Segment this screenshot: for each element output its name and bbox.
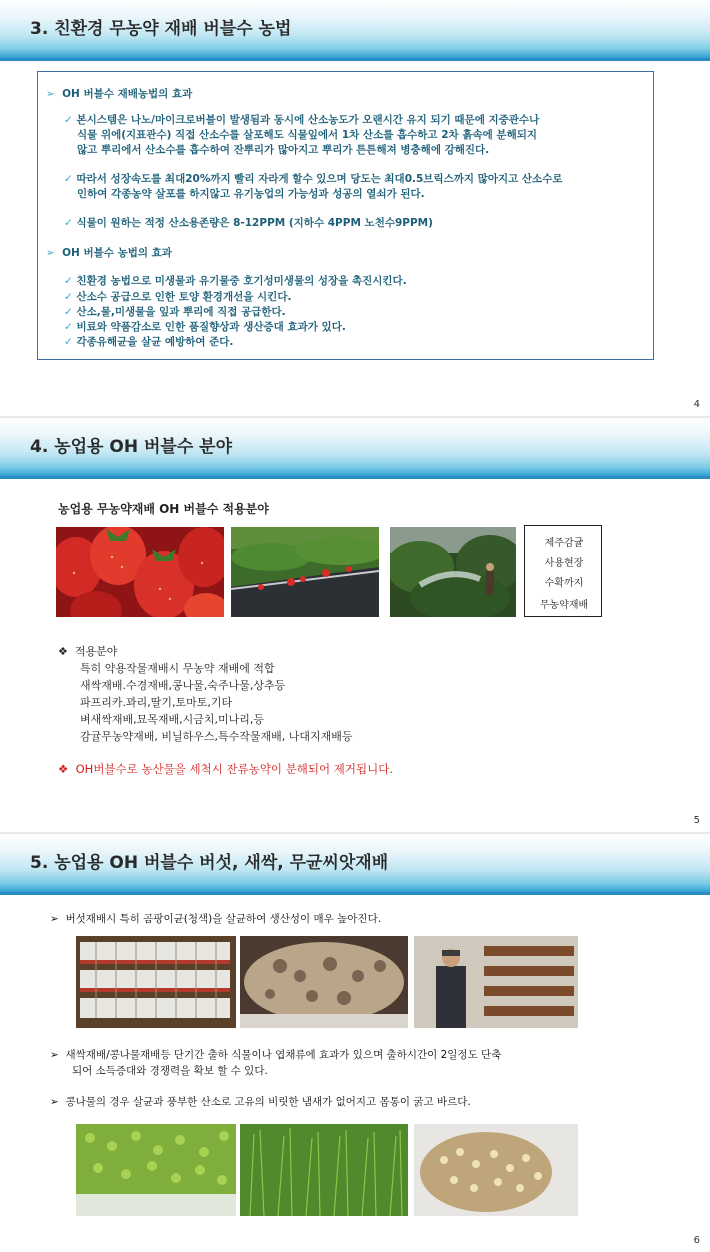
check-icon: ✓ [64,114,73,126]
heading-text: OH 버블수 재배농법의 효과 [62,88,193,100]
section-subtitle: 농업용 무농약재배 OH 버블수 적용분야 [58,502,269,516]
item-line: 식물이 원하는 적정 산소용존량은 8-12PPM (지하수 4PPM 노천수9PPM) [76,217,433,229]
check-icon: ✓ [64,217,73,229]
mushroom-bottles-photo [76,936,236,1028]
item-line: 식물 위에(지표관수) 직접 산소수를 살포해도 식물잎에서 1차 산소를 흡수하고 2차 흙속에 분해되지 [77,129,537,141]
check-item [64,172,562,187]
bullet-text: 버섯재배시 특히 곰팡이균(청색)을 살균하여 생산성이 매우 높아진다. [65,913,382,925]
effect-item [64,320,346,335]
header-underline [0,476,710,479]
label-line: 수확까지 [544,578,584,589]
diamond-bullet-icon: ❖ [58,762,69,776]
bullet-item [50,912,381,927]
effect-item [64,335,233,350]
check-icon: ✓ [64,275,73,287]
heading-text: OH 버블수 농법의 효과 [62,247,172,259]
check-item [64,113,539,128]
section-heading [46,246,172,261]
warning-note [58,761,393,778]
sprouts-photo [76,1124,236,1216]
check-icon: ✓ [64,321,73,333]
bullet-item [50,1048,501,1063]
wheatgrass-photo [240,1124,408,1216]
arrow-bullet-icon: ➢ [46,247,55,259]
effect-item [64,274,407,289]
bullet-text: 되어 소득증대와 경쟁력을 확보 할 수 있다. [72,1065,268,1077]
slide-5 [0,834,710,1252]
check-icon: ✓ [64,306,73,318]
bullet-text: 새싹재배/콩나물재배등 단기간 출하 식물이나 엽채류에 효과가 있으며 출하시간이 2일정도 단축 [65,1049,502,1061]
slide-title: 4. 농업용 OH 버블수 분야 [30,437,233,457]
effect-text: 산소,물,미생물을 잎과 뿌리에 직접 공급한다. [76,306,286,318]
apply-line: 벼새싹재배,묘목재배,시금치,미나리,등 [80,713,265,726]
slide-4 [0,418,710,832]
header-underline [0,892,710,895]
apply-line: 감귤무농약재배, 비닐하우스,특수작물재배, 나대지재배등 [80,730,353,743]
page-number: 6 [693,1235,700,1246]
apply-heading [58,643,117,660]
effect-text: 친환경 농법으로 미생물과 유기물중 호기성미생물의 성장을 촉진시킨다. [76,275,407,287]
apply-line: 파프리카.꽈리,딸기,토마토,기타 [80,696,233,709]
field-label-box [524,525,602,617]
apply-line: 특히 약용작물재배시 무농약 재배에 적합 [80,662,275,675]
apply-title: 적용분야 [74,645,118,658]
effect-text: 산소수 공급으로 인한 토양 환경개선을 시킨다. [76,291,292,303]
mushroom-cluster-photo [240,936,408,1028]
check-icon: ✓ [64,173,73,185]
label-line: 무농약재배 [539,600,589,611]
check-icon: ✓ [64,336,73,348]
effect-item [64,290,291,305]
page-number: 5 [693,815,700,826]
slide-3 [0,0,710,416]
strawberry-photo [56,527,224,617]
strawberry-field-photo [231,527,379,617]
item-line: 본시스템은 나노/마이크로버블이 발생됨과 동시에 산소농도가 오랜시간 유지 되기 때문에 지중관수나 [76,114,540,126]
arrow-bullet-icon: ➢ [46,88,55,100]
slide-title: 5. 농업용 OH 버블수 버섯, 새싹, 무균씨앗재배 [30,853,389,873]
effect-text: 비료와 약품감소로 인한 품질향상과 생산증대 효과가 있다. [76,321,346,333]
label-line: 제주감귤 [544,538,584,549]
note-text: OH버블수로 농산물을 세척시 잔류농약이 분해되어 제거됩니다. [75,762,393,776]
arrow-bullet-icon: ➢ [50,1049,59,1061]
diamond-bullet-icon: ❖ [58,645,68,658]
spraying-orchard-photo [390,527,516,617]
item-line: 따라서 성장속도를 최대20%까지 빨리 자라게 할수 있으며 당도는 최대0.5브릭스까지 많아지고 산소수로 [76,173,563,185]
check-item [64,216,433,231]
mushroom-farm-photo [414,936,578,1028]
arrow-bullet-icon: ➢ [50,1096,59,1108]
slide-title: 3. 친환경 무농약 재배 버블수 농법 [30,19,292,39]
item-line: 않고 뿌리에서 산소수를 흡수하여 잔뿌리가 많아지고 뿌리가 튼튼해져 병충해에 강해진다. [77,144,490,156]
apply-line: 새싹재배.수경재배,콩나물,숙주나물,상추등 [80,679,286,692]
effect-text: 각종유해균을 살균 예방하여 준다. [76,336,234,348]
bean-sprouts-photo [414,1124,578,1216]
item-line: 인하여 각종농약 살포를 하지않고 유기농업의 가능성과 성공의 열쇠가 된다. [77,188,425,200]
effect-item [64,305,286,320]
bullet-item [50,1095,471,1110]
check-icon: ✓ [64,291,73,303]
header-underline [0,58,710,61]
label-line: 사용현장 [544,558,584,569]
page-number: 4 [693,399,700,410]
arrow-bullet-icon: ➢ [50,913,59,925]
section-heading [46,87,192,102]
bullet-text: 콩나물의 경우 살균과 풍부한 산소로 고유의 비릿한 냄새가 없어지고 몸통이 굵고 바르다. [65,1096,471,1108]
